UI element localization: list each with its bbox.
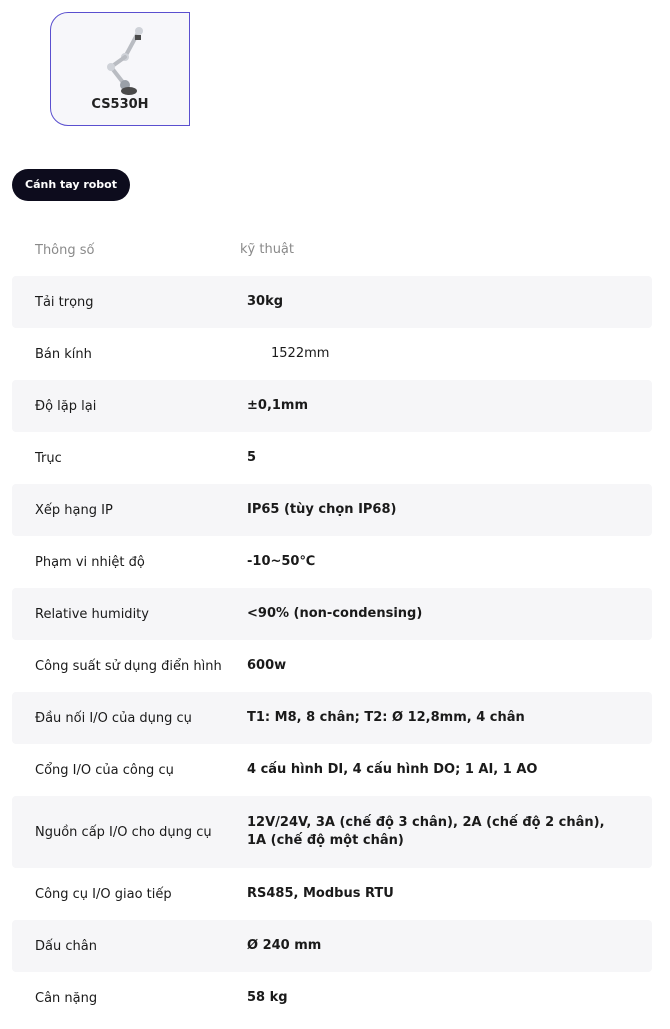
spec-row-weight [12, 972, 652, 1024]
spec-key: Relative humidity [35, 606, 149, 622]
spec-row-payload [12, 276, 652, 328]
spec-key: Đầu nối I/O của dụng cụ [35, 710, 192, 726]
spec-key: Công cụ I/O giao tiếp [35, 886, 172, 902]
spec-row-repeatability [12, 380, 652, 432]
spec-value: 12V/24V, 3A (chế độ 3 chân), 2A (chế độ 2 chân), 1A (chế độ một chân) [247, 815, 605, 848]
spec-row-power [12, 640, 652, 692]
product-card-cs530h[interactable] [50, 12, 190, 126]
robot-arm-icon [87, 23, 157, 103]
spec-key: Nguồn cấp I/O cho dụng cụ [35, 824, 212, 840]
spec-value: Ø 240 mm [247, 938, 322, 953]
spec-value: ±0,1mm [247, 398, 309, 413]
spec-key: Độ lặp lại [35, 398, 97, 414]
spec-value: RS485, Modbus RTU [247, 886, 394, 901]
spec-value: 1522mm [271, 346, 330, 361]
spec-row-footprint [12, 920, 652, 972]
spec-row-tool-io-ports [12, 744, 652, 796]
spec-key: Phạm vi nhiệt độ [35, 554, 145, 570]
spec-row-tool-io-connector [12, 692, 652, 744]
spec-key: Công suất sử dụng điển hình [35, 658, 222, 674]
spec-key: Dấu chân [35, 938, 97, 954]
spec-header-key: Thông số [35, 242, 95, 258]
spec-value: T1: M8, 8 chân; T2: Ø 12,8mm, 4 chân [247, 710, 525, 725]
spec-value: IP65 (tùy chọn IP68) [247, 502, 397, 517]
spec-key: Cổng I/O của công cụ [35, 762, 174, 778]
spec-key: Cân nặng [35, 990, 98, 1006]
category-pill-robot-arm[interactable]: Cánh tay robot [12, 169, 130, 201]
product-name: CS530H [91, 97, 149, 112]
spec-row-temperature [12, 536, 652, 588]
spec-row-tool-io-comm [12, 868, 652, 920]
spec-value: -10~50℃ [247, 554, 316, 569]
spec-value: <90% (non-condensing) [247, 606, 423, 621]
spec-value: 58 kg [247, 990, 288, 1005]
spec-key: Bán kính [35, 346, 92, 362]
spec-row-ip-rating [12, 484, 652, 536]
spec-header-value: kỹ thuật [240, 242, 294, 257]
spec-value: 30kg [247, 294, 284, 309]
spec-key: Tải trọng [35, 294, 94, 310]
spec-key: Xếp hạng IP [35, 502, 113, 518]
spec-row-humidity [12, 588, 652, 640]
spec-value: 600w [247, 658, 287, 673]
spec-header-row [12, 224, 652, 276]
spec-value: 5 [247, 450, 257, 465]
spec-row-reach [12, 328, 652, 380]
spec-row-axes [12, 432, 652, 484]
spec-value: 4 cấu hình DI, 4 cấu hình DO; 1 AI, 1 AO [247, 762, 538, 777]
spec-row-tool-io-power [12, 796, 652, 868]
spec-table [12, 224, 652, 1024]
spec-key: Trục [35, 450, 62, 466]
